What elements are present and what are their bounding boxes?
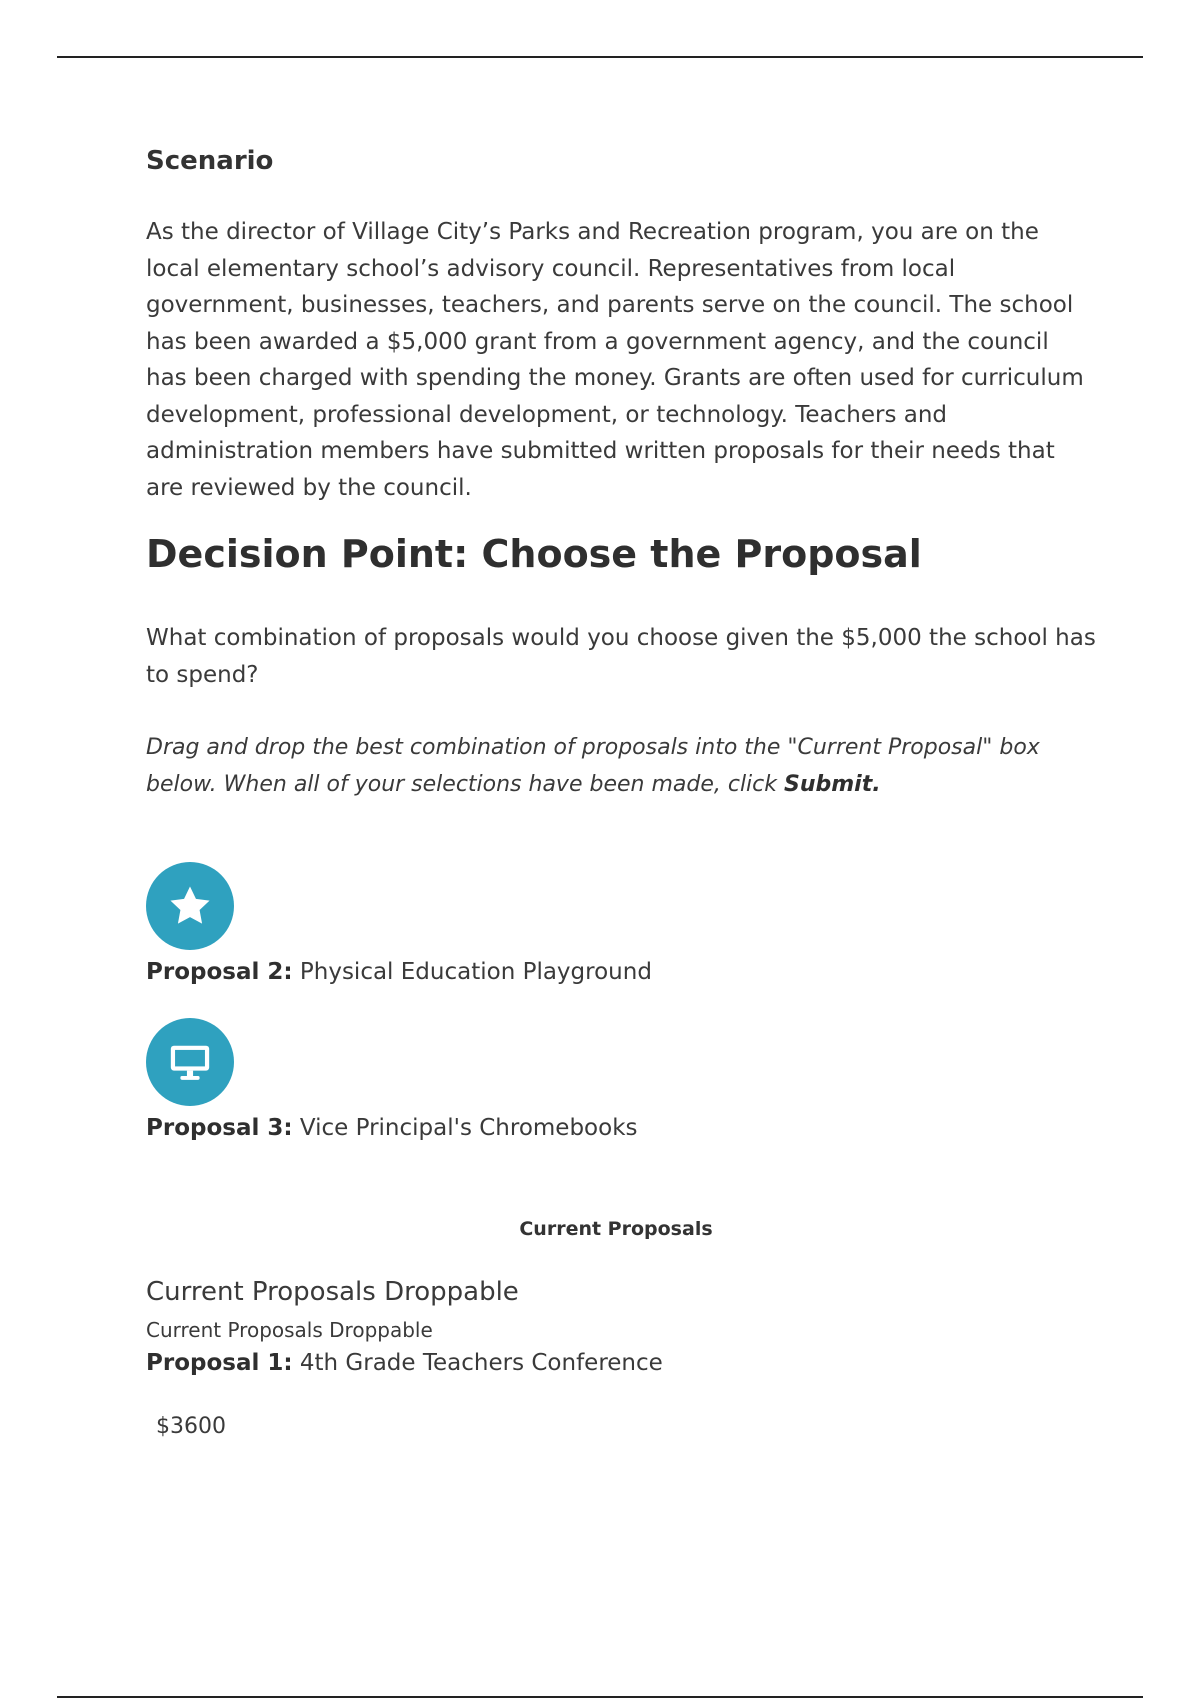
proposal-card-3[interactable] [146, 1018, 846, 1145]
proposal-card-2[interactable] [146, 862, 846, 989]
decision-point-heading: Decision Point: Choose the Proposal [146, 532, 922, 576]
proposal-2-number: Proposal 2: [146, 959, 293, 985]
proposal-1-title: 4th Grade Teachers Conference [299, 1350, 663, 1376]
submit-emphasis: Submit. [784, 771, 881, 797]
decision-question: What combination of proposals would you choose given the $5,000 the school has to spend? [146, 625, 1096, 688]
proposal-3-title: Vice Principal's Chromebooks [299, 1115, 638, 1141]
dropzone-subtitle: Current Proposals Droppable [146, 1318, 433, 1342]
top-divider [57, 56, 1143, 58]
star-icon [146, 862, 234, 950]
dropzone-title: Current Proposals Droppable [146, 1277, 519, 1307]
instructions-text: Drag and drop the best combination of proposals into the "Current Proposal" box below. When all of your selections have been made, click [146, 735, 1040, 797]
scenario-heading: Scenario [146, 146, 274, 176]
proposal-2-label [146, 955, 846, 989]
proposal-total-cost: $3600 [156, 1414, 226, 1439]
drag-drop-instructions [146, 730, 1096, 803]
current-proposals-dropzone[interactable] [146, 1272, 1096, 1452]
monitor-icon [146, 1018, 234, 1106]
bottom-divider [57, 1696, 1143, 1698]
dropped-proposal-1[interactable] [146, 1346, 1096, 1380]
proposal-3-number: Proposal 3: [146, 1115, 293, 1141]
proposal-1-number: Proposal 1: [146, 1350, 293, 1376]
proposal-3-label [146, 1111, 846, 1145]
proposal-2-title: Physical Education Playground [299, 959, 652, 985]
scenario-text: As the director of Village City’s Parks and Recreation program, you are on the local elementary school’s advisory council. Representatives from local government, businesses, teachers, and parents serve on the council. The school has been awarded a $5,000 grant from a government agency, and the council has been charged with spending the money. Grants are often used for curriculum development, professional development, or technology. Teachers and administration members have submitted written proposals for their needs that are reviewed by the council. [146, 219, 1084, 501]
current-proposals-title: Current Proposals [519, 1218, 713, 1240]
